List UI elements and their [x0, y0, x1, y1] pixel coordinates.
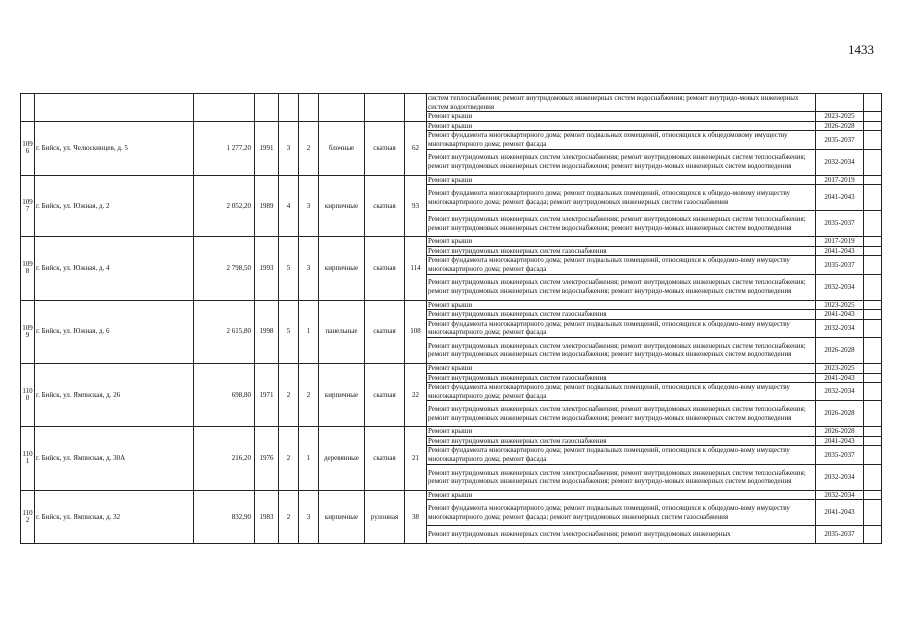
empty-cell [864, 383, 882, 401]
repair-work: Ремонт крыши [427, 490, 816, 500]
repair-work: Ремонт фундамента многоквартирного дома; ремонт подвальных помещений, относящихся к общедомо-вому имуществу многоквартирного дома; ремонт фасада; ремонт внутридомовых инженерных систем газоснабжения [427, 500, 816, 526]
building-area: 698,80 [194, 363, 255, 426]
wall-material: панельные [319, 300, 365, 363]
building-floors: 2 [279, 490, 299, 544]
table-row [21, 490, 882, 500]
apartment-count: 62 [405, 121, 427, 175]
repair-period: 2041-2043 [816, 246, 864, 256]
repair-work: Ремонт внутридомовых инженерных систем газоснабжения [427, 246, 816, 256]
building-year: 1976 [255, 427, 279, 490]
table-body [21, 94, 882, 544]
building-floors: 4 [279, 175, 299, 237]
building-floors: 2 [279, 427, 299, 490]
repair-period: 2026-2028 [816, 337, 864, 363]
building-number: 1097 [21, 175, 35, 237]
empty-cell [864, 300, 882, 310]
empty-cell [864, 526, 882, 544]
building-floors: 3 [279, 121, 299, 175]
repair-period [816, 94, 864, 112]
repair-work: Ремонт внутридомовых инженерных систем электроснабжения; ремонт внутридомовых инженерных систем теплоснабжения; ремонт внутридомовых инженерных систем водоснабжения; ремонт внутридо-мовых инженерных систем водоотведения [427, 337, 816, 363]
repair-period: 2023-2025 [816, 300, 864, 310]
repair-work: Ремонт внутридомовых инженерных систем электроснабжения; ремонт внутридомовых инженерных систем теплоснабжения; ремонт внутридомовых инженерных систем водоснабжения; ремонт внутридо-мовых инженерных систем водоотведения [427, 274, 816, 300]
repair-work: Ремонт фундамента многоквартирного дома; ремонт подвальных помещений, относящихся к общедо-мовому имуществу многоквартирного дома; ремонт фасада; ремонт внутридомовых инженерных систем газоснабжения [427, 185, 816, 211]
building-address [35, 94, 194, 122]
building-number: 1098 [21, 237, 35, 300]
building-address: г. Бийск, ул. Ямпнская, д. 30А [35, 427, 194, 490]
building-address: г. Бийск, ул. Южная, д. 2 [35, 175, 194, 237]
repair-period: 2032-2034 [816, 383, 864, 401]
roof-type: рулонная [365, 490, 405, 544]
building-entrances: 2 [299, 121, 319, 175]
building-year: 1983 [255, 490, 279, 544]
table-row [21, 363, 882, 373]
repair-period: 2032-2034 [816, 149, 864, 175]
building-area: 1 277,20 [194, 121, 255, 175]
repair-period: 2026-2028 [816, 427, 864, 437]
empty-cell [864, 319, 882, 337]
empty-cell [864, 500, 882, 526]
building-number: 1100 [21, 363, 35, 426]
empty-cell [864, 310, 882, 320]
apartment-count: 22 [405, 363, 427, 426]
wall-material: кирпичные [319, 490, 365, 544]
repair-period: 2035-2037 [816, 256, 864, 274]
empty-cell [864, 121, 882, 131]
building-area: 832,90 [194, 490, 255, 544]
building-year: 1998 [255, 300, 279, 363]
empty-cell [864, 211, 882, 237]
building-entrances: 1 [299, 427, 319, 490]
repair-work: Ремонт внутридомовых инженерных систем газоснабжения [427, 373, 816, 383]
repair-work: Ремонт фундамента многоквартирного дома; ремонт подвальных помещений, относящихся к общедомо-вому имуществу многоквартирного дома; ремонт фасада [427, 446, 816, 464]
repair-period: 2026-2028 [816, 121, 864, 131]
building-area: 2 052,20 [194, 175, 255, 237]
empty-cell [864, 446, 882, 464]
repair-work: Ремонт фундамента многоквартирного дома; ремонт подвальных помещений, относящихся к общедомо-вому имуществу многоквартирного дома; ремонт фасада [427, 319, 816, 337]
empty-cell [864, 337, 882, 363]
building-address: г. Бийск, ул. Ямпнская, д. 26 [35, 363, 194, 426]
building-entrances: 3 [299, 237, 319, 300]
repair-period: 2035-2037 [816, 526, 864, 544]
empty-cell [864, 363, 882, 373]
repair-work: Ремонт крыши [427, 427, 816, 437]
table-row [21, 237, 882, 247]
repair-period: 2041-2043 [816, 500, 864, 526]
roof-type: скатная [365, 175, 405, 237]
repair-period: 2032-2034 [816, 490, 864, 500]
building-year: 1993 [255, 237, 279, 300]
repair-work: Ремонт внутридомовых инженерных систем электроснабжения; ремонт внутридомовых инженерных [427, 526, 816, 544]
repair-work: Ремонт крыши [427, 121, 816, 131]
table-row [21, 175, 882, 185]
building-number: 1102 [21, 490, 35, 544]
building-number: 1096 [21, 121, 35, 175]
wall-material: деревянные [319, 427, 365, 490]
building-address: г. Бийск, ул. Ямпнская, д. 32 [35, 490, 194, 544]
repair-work: Ремонт внутридомовых инженерных систем электроснабжения; ремонт внутридомовых инженерных систем теплоснабжения; ремонт внутридомовых инженерных систем водоснабжения; ремонт внутридо-мовых инженерных систем водоотведения [427, 464, 816, 490]
wall-material: блочные [319, 121, 365, 175]
roof-type: скатная [365, 427, 405, 490]
building-entrances: 3 [299, 175, 319, 237]
empty-cell [864, 427, 882, 437]
building-area: 216,20 [194, 427, 255, 490]
page-number: 1433 [848, 42, 874, 57]
building-year: 1971 [255, 363, 279, 426]
building-entrances: 1 [299, 300, 319, 363]
repair-work: Ремонт крыши [427, 363, 816, 373]
empty-cell [864, 175, 882, 185]
repair-work: Ремонт внутридомовых инженерных систем электроснабжения; ремонт внутридомовых инженерных систем теплоснабжения; ремонт внутридомовых инженерных систем водоснабжения; ремонт внутридо-мовых инженерных систем водоотведения [427, 149, 816, 175]
apartment-count: 93 [405, 175, 427, 237]
repair-period: 2017-2019 [816, 175, 864, 185]
repair-work: Ремонт крыши [427, 112, 816, 122]
wall-material: кирпичные [319, 363, 365, 426]
repair-work: Ремонт фундамента многоквартирного дома; ремонт подвальных помещений, относящихся к общедомовому имуществу многоквартирного дома; ремонт фасада [427, 131, 816, 149]
building-number: 1099 [21, 300, 35, 363]
empty-cell [864, 490, 882, 500]
building-year: 1991 [255, 121, 279, 175]
table-row [21, 121, 882, 131]
repair-period: 2026-2028 [816, 401, 864, 427]
repair-period: 2017-2019 [816, 237, 864, 247]
repair-period: 2032-2034 [816, 274, 864, 300]
empty-cell [864, 185, 882, 211]
empty-cell [864, 149, 882, 175]
empty-cell [864, 436, 882, 446]
table-row [21, 427, 882, 437]
repair-period: 2041-2043 [816, 373, 864, 383]
apartment-count: 114 [405, 237, 427, 300]
repair-work: Ремонт внутридомовых инженерных систем газоснабжения [427, 310, 816, 320]
repair-work: Ремонт крыши [427, 175, 816, 185]
repair-work: Ремонт фундамента многоквартирного дома; ремонт подвальных помещений, относящихся к общедомо-вому имуществу многоквартирного дома; ремонт фасада [427, 256, 816, 274]
wall-material: кирпичные [319, 237, 365, 300]
empty-cell [864, 274, 882, 300]
building-entrances: 2 [299, 363, 319, 426]
roof-type: скатная [365, 121, 405, 175]
building-entrances: 3 [299, 490, 319, 544]
roof-type: скатная [365, 363, 405, 426]
building-floors: 2 [279, 363, 299, 426]
roof-type: скатная [365, 300, 405, 363]
apartment-count: 38 [405, 490, 427, 544]
empty-cell [864, 112, 882, 122]
building-address: г. Бийск, ул. Южная, д. 6 [35, 300, 194, 363]
repair-period: 2041-2043 [816, 436, 864, 446]
repair-period: 2032-2034 [816, 319, 864, 337]
building-address: г. Бийск, ул. Южная, д. 4 [35, 237, 194, 300]
table-row [21, 94, 882, 112]
building-floors [279, 94, 299, 122]
building-number: 1101 [21, 427, 35, 490]
empty-cell [864, 256, 882, 274]
apartment-count [405, 94, 427, 122]
empty-cell [864, 401, 882, 427]
housing-repair-table [20, 93, 882, 544]
building-area [194, 94, 255, 122]
table-row [21, 300, 882, 310]
repair-work: Ремонт крыши [427, 300, 816, 310]
repair-period: 2041-2043 [816, 310, 864, 320]
building-area: 2 615,80 [194, 300, 255, 363]
empty-cell [864, 131, 882, 149]
repair-work: Ремонт внутридомовых инженерных систем газоснабжения [427, 436, 816, 446]
building-entrances [299, 94, 319, 122]
apartment-count: 108 [405, 300, 427, 363]
building-floors: 5 [279, 237, 299, 300]
building-area: 2 798,50 [194, 237, 255, 300]
empty-cell [864, 464, 882, 490]
empty-cell [864, 237, 882, 247]
building-number [21, 94, 35, 122]
repair-period: 2041-2043 [816, 185, 864, 211]
empty-cell [864, 373, 882, 383]
roof-type: скатная [365, 237, 405, 300]
repair-work: Ремонт внутридомовых инженерных систем электроснабжения; ремонт внутридомовых инженерных систем теплоснабжения; ремонт внутридомовых инженерных систем водоснабжения; ремонт внутридо-мовых инженерных систем водоотведения [427, 211, 816, 237]
building-floors: 5 [279, 300, 299, 363]
repair-period: 2035-2037 [816, 211, 864, 237]
roof-type [365, 94, 405, 122]
building-year: 1989 [255, 175, 279, 237]
repair-period: 2023-2025 [816, 363, 864, 373]
repair-work: Ремонт крыши [427, 237, 816, 247]
repair-work: Ремонт фундамента многоквартирного дома; ремонт подвальных помещений, относящихся к общедомо-вому имуществу многоквартирного дома; ремонт фасада [427, 383, 816, 401]
wall-material [319, 94, 365, 122]
repair-period: 2023-2025 [816, 112, 864, 122]
repair-period: 2032-2034 [816, 464, 864, 490]
repair-work: систем теплоснабжения; ремонт внутридомовых инженерных систем водоснабжения; ремонт внутридо-мовых инженерных систем водоотведения [427, 94, 816, 112]
apartment-count: 21 [405, 427, 427, 490]
building-year [255, 94, 279, 122]
repair-period: 2035-2037 [816, 446, 864, 464]
wall-material: кирпичные [319, 175, 365, 237]
empty-cell [864, 94, 882, 112]
empty-cell [864, 246, 882, 256]
repair-work: Ремонт внутридомовых инженерных систем электроснабжения; ремонт внутридомовых инженерных систем теплоснабжения; ремонт внутридомовых инженерных систем водоснабжения; ремонт внутридо-мовых инженерных систем водоотведения [427, 401, 816, 427]
repair-period: 2035-2037 [816, 131, 864, 149]
building-address: г. Бийск, ул. Челюскинцев, д. 5 [35, 121, 194, 175]
